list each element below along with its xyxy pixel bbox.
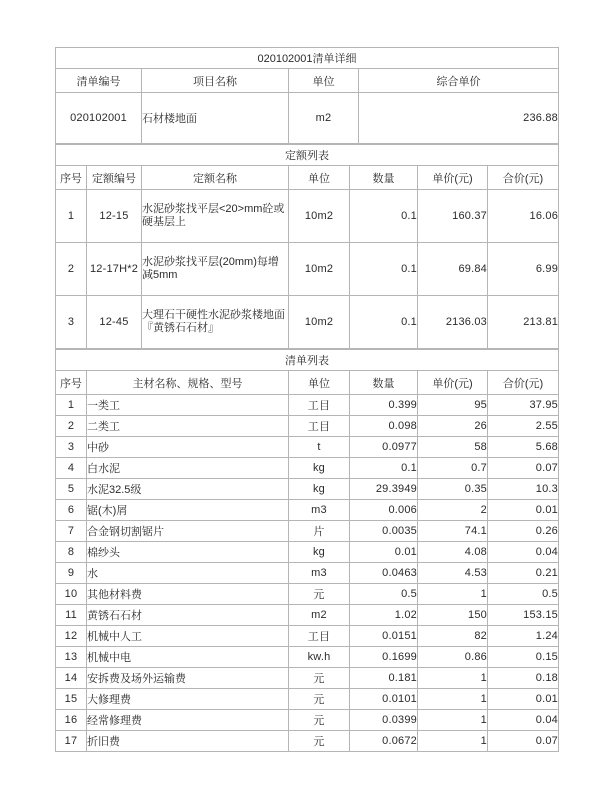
bill-amount: 0.15 — [488, 647, 559, 668]
column-header-unit: 单位 — [289, 166, 350, 190]
bill-material-name: 棉纱头 — [87, 542, 289, 563]
summary-header-row — [56, 69, 559, 93]
bill-amount: 1.24 — [488, 626, 559, 647]
bill-seq: 15 — [56, 689, 87, 710]
column-header-unit: 单位 — [289, 371, 350, 395]
bill-material-name: 中砂 — [87, 437, 289, 458]
bill-quantity: 0.1699 — [350, 647, 418, 668]
bill-material-name: 水泥32.5级 — [87, 479, 289, 500]
quota-name: 水泥砂浆找平层(20mm)每增减5mm — [142, 243, 289, 296]
bill-quantity: 0.1 — [350, 458, 418, 479]
table-row — [56, 731, 559, 752]
bill-material-name: 合金钢切割锯片 — [87, 521, 289, 542]
bill-quantity: 0.0399 — [350, 710, 418, 731]
quota-quantity: 0.1 — [350, 190, 418, 243]
column-header-quota-name: 定额名称 — [142, 166, 289, 190]
bill-price: 150 — [418, 605, 488, 626]
bill-material-name: 大修理费 — [87, 689, 289, 710]
page-title: 020102001清单详细 — [56, 48, 559, 69]
summary-bill-code: 020102001 — [56, 93, 142, 144]
bill-price: 1 — [418, 689, 488, 710]
column-header-item-name: 项目名称 — [142, 69, 289, 93]
summary-table — [55, 47, 559, 144]
bill-price: 0.35 — [418, 479, 488, 500]
table-row — [56, 563, 559, 584]
quota-unit: 10m2 — [289, 296, 350, 349]
bill-amount: 0.01 — [488, 689, 559, 710]
bill-unit: kw.h — [289, 647, 350, 668]
bill-unit: 元 — [289, 731, 350, 752]
bill-unit: kg — [289, 542, 350, 563]
column-header-unit: 单位 — [289, 69, 359, 93]
quota-unit: 10m2 — [289, 243, 350, 296]
quota-seq: 3 — [56, 296, 87, 349]
bill-material-name: 一类工 — [87, 395, 289, 416]
column-header-amount: 合价(元) — [488, 166, 559, 190]
quota-quantity: 0.1 — [350, 296, 418, 349]
bill-quantity: 0.0463 — [350, 563, 418, 584]
table-row — [56, 605, 559, 626]
bill-amount: 5.68 — [488, 437, 559, 458]
bill-amount: 37.95 — [488, 395, 559, 416]
quota-code: 12-15 — [87, 190, 142, 243]
quota-price: 2136.03 — [418, 296, 488, 349]
bill-material-name: 其他材料费 — [87, 584, 289, 605]
bill-seq: 8 — [56, 542, 87, 563]
bill-material-name: 机械中人工 — [87, 626, 289, 647]
column-header-quantity: 数量 — [350, 166, 418, 190]
bill-unit: 工目 — [289, 626, 350, 647]
bill-material-name: 黄锈石石材 — [87, 605, 289, 626]
bill-price: 58 — [418, 437, 488, 458]
bill-quantity: 29.3949 — [350, 479, 418, 500]
bill-unit: kg — [289, 458, 350, 479]
table-row — [56, 626, 559, 647]
bill-quantity: 0.399 — [350, 395, 418, 416]
quota-quantity: 0.1 — [350, 243, 418, 296]
bill-price: 0.86 — [418, 647, 488, 668]
bill-seq: 12 — [56, 626, 87, 647]
table-row — [56, 243, 559, 296]
bill-material-name: 白水泥 — [87, 458, 289, 479]
table-row — [56, 647, 559, 668]
bill-seq: 1 — [56, 395, 87, 416]
bill-material-name: 安拆费及场外运输费 — [87, 668, 289, 689]
quota-unit: 10m2 — [289, 190, 350, 243]
bill-unit: m2 — [289, 605, 350, 626]
table-row — [56, 521, 559, 542]
bill-table — [55, 349, 559, 752]
quota-header-row — [56, 166, 559, 190]
quota-section-title-row — [56, 145, 559, 166]
bill-price: 95 — [418, 395, 488, 416]
bill-material-name: 锯(木)屑 — [87, 500, 289, 521]
bill-quantity: 0.5 — [350, 584, 418, 605]
column-header-quantity: 数量 — [350, 371, 418, 395]
bill-unit: 片 — [289, 521, 350, 542]
bill-unit: t — [289, 437, 350, 458]
column-header-amount: 合价(元) — [488, 371, 559, 395]
table-row — [56, 668, 559, 689]
bill-price: 1 — [418, 731, 488, 752]
column-header-bill-code: 清单编号 — [56, 69, 142, 93]
table-row — [56, 584, 559, 605]
bill-unit: m3 — [289, 563, 350, 584]
bill-quantity: 0.0977 — [350, 437, 418, 458]
bill-price: 0.7 — [418, 458, 488, 479]
bill-seq: 7 — [56, 521, 87, 542]
bill-seq: 4 — [56, 458, 87, 479]
bill-amount: 0.01 — [488, 500, 559, 521]
column-header-price: 单价(元) — [418, 371, 488, 395]
bill-material-name: 水 — [87, 563, 289, 584]
bill-amount: 0.26 — [488, 521, 559, 542]
column-header-material: 主材名称、规格、型号 — [87, 371, 289, 395]
bill-price: 4.08 — [418, 542, 488, 563]
quota-price: 160.37 — [418, 190, 488, 243]
bill-amount: 153.15 — [488, 605, 559, 626]
bill-seq: 9 — [56, 563, 87, 584]
bill-seq: 14 — [56, 668, 87, 689]
column-header-quota-code: 定额编号 — [87, 166, 142, 190]
table-row — [56, 479, 559, 500]
quota-amount: 213.81 — [488, 296, 559, 349]
bill-section-title: 清单列表 — [56, 350, 559, 371]
bill-price: 74.1 — [418, 521, 488, 542]
bill-price: 1 — [418, 584, 488, 605]
bill-price: 4.53 — [418, 563, 488, 584]
bill-quantity: 0.01 — [350, 542, 418, 563]
bill-amount: 0.04 — [488, 710, 559, 731]
bill-unit: kg — [289, 479, 350, 500]
summary-unit-price: 236.88 — [359, 93, 559, 144]
quota-amount: 6.99 — [488, 243, 559, 296]
bill-quantity: 0.0101 — [350, 689, 418, 710]
quota-table — [55, 144, 559, 349]
document-title-row — [56, 48, 559, 69]
bill-quantity: 0.098 — [350, 416, 418, 437]
bill-material-name: 二类工 — [87, 416, 289, 437]
bill-price: 2 — [418, 500, 488, 521]
bill-seq: 6 — [56, 500, 87, 521]
table-row — [56, 437, 559, 458]
bill-price: 82 — [418, 626, 488, 647]
bill-amount: 0.07 — [488, 731, 559, 752]
bill-quantity: 0.181 — [350, 668, 418, 689]
quota-section-title: 定额列表 — [56, 145, 559, 166]
bill-material-name: 折旧费 — [87, 731, 289, 752]
bill-price: 1 — [418, 710, 488, 731]
bill-seq: 2 — [56, 416, 87, 437]
bill-seq: 13 — [56, 647, 87, 668]
bill-price: 26 — [418, 416, 488, 437]
quota-name: 水泥砂浆找平层<20>mm砼或硬基层上 — [142, 190, 289, 243]
table-row — [56, 190, 559, 243]
column-header-unit-price: 综合单价 — [359, 69, 559, 93]
table-row — [56, 689, 559, 710]
table-row — [56, 458, 559, 479]
bill-price: 1 — [418, 668, 488, 689]
bill-amount: 10.3 — [488, 479, 559, 500]
quota-seq: 2 — [56, 243, 87, 296]
table-row — [56, 710, 559, 731]
bill-unit: m3 — [289, 500, 350, 521]
column-header-price: 单价(元) — [418, 166, 488, 190]
bill-amount: 0.18 — [488, 668, 559, 689]
bill-amount: 0.21 — [488, 563, 559, 584]
bill-seq: 10 — [56, 584, 87, 605]
bill-seq: 3 — [56, 437, 87, 458]
bill-quantity: 0.0151 — [350, 626, 418, 647]
bill-seq: 17 — [56, 731, 87, 752]
bill-unit: 元 — [289, 668, 350, 689]
quota-amount: 16.06 — [488, 190, 559, 243]
quota-name: 大理石干硬性水泥砂浆楼地面『黄锈石石材』 — [142, 296, 289, 349]
bill-material-name: 机械中电 — [87, 647, 289, 668]
summary-item-name: 石材楼地面 — [142, 93, 289, 144]
bill-seq: 5 — [56, 479, 87, 500]
table-row — [56, 416, 559, 437]
bill-unit: 工目 — [289, 416, 350, 437]
bill-quantity: 0.006 — [350, 500, 418, 521]
summary-data-row — [56, 93, 559, 144]
quota-code: 12-45 — [87, 296, 142, 349]
bill-unit: 工目 — [289, 395, 350, 416]
quota-code: 12-17H*2 — [87, 243, 142, 296]
bill-amount: 0.5 — [488, 584, 559, 605]
column-header-seq: 序号 — [56, 371, 87, 395]
bill-quantity: 0.0672 — [350, 731, 418, 752]
bill-seq: 16 — [56, 710, 87, 731]
table-row — [56, 500, 559, 521]
bill-unit: 元 — [289, 584, 350, 605]
bill-unit: 元 — [289, 689, 350, 710]
table-row — [56, 542, 559, 563]
quota-price: 69.84 — [418, 243, 488, 296]
bill-amount: 0.07 — [488, 458, 559, 479]
table-row — [56, 395, 559, 416]
bill-quantity: 1.02 — [350, 605, 418, 626]
table-row — [56, 296, 559, 349]
bill-unit: 元 — [289, 710, 350, 731]
bill-amount: 2.55 — [488, 416, 559, 437]
detail-sheet — [55, 47, 558, 752]
bill-material-name: 经常修理费 — [87, 710, 289, 731]
bill-section-title-row — [56, 350, 559, 371]
bill-amount: 0.04 — [488, 542, 559, 563]
summary-unit: m2 — [289, 93, 359, 144]
quota-seq: 1 — [56, 190, 87, 243]
bill-quantity: 0.0035 — [350, 521, 418, 542]
bill-header-row — [56, 371, 559, 395]
column-header-seq: 序号 — [56, 166, 87, 190]
bill-seq: 11 — [56, 605, 87, 626]
